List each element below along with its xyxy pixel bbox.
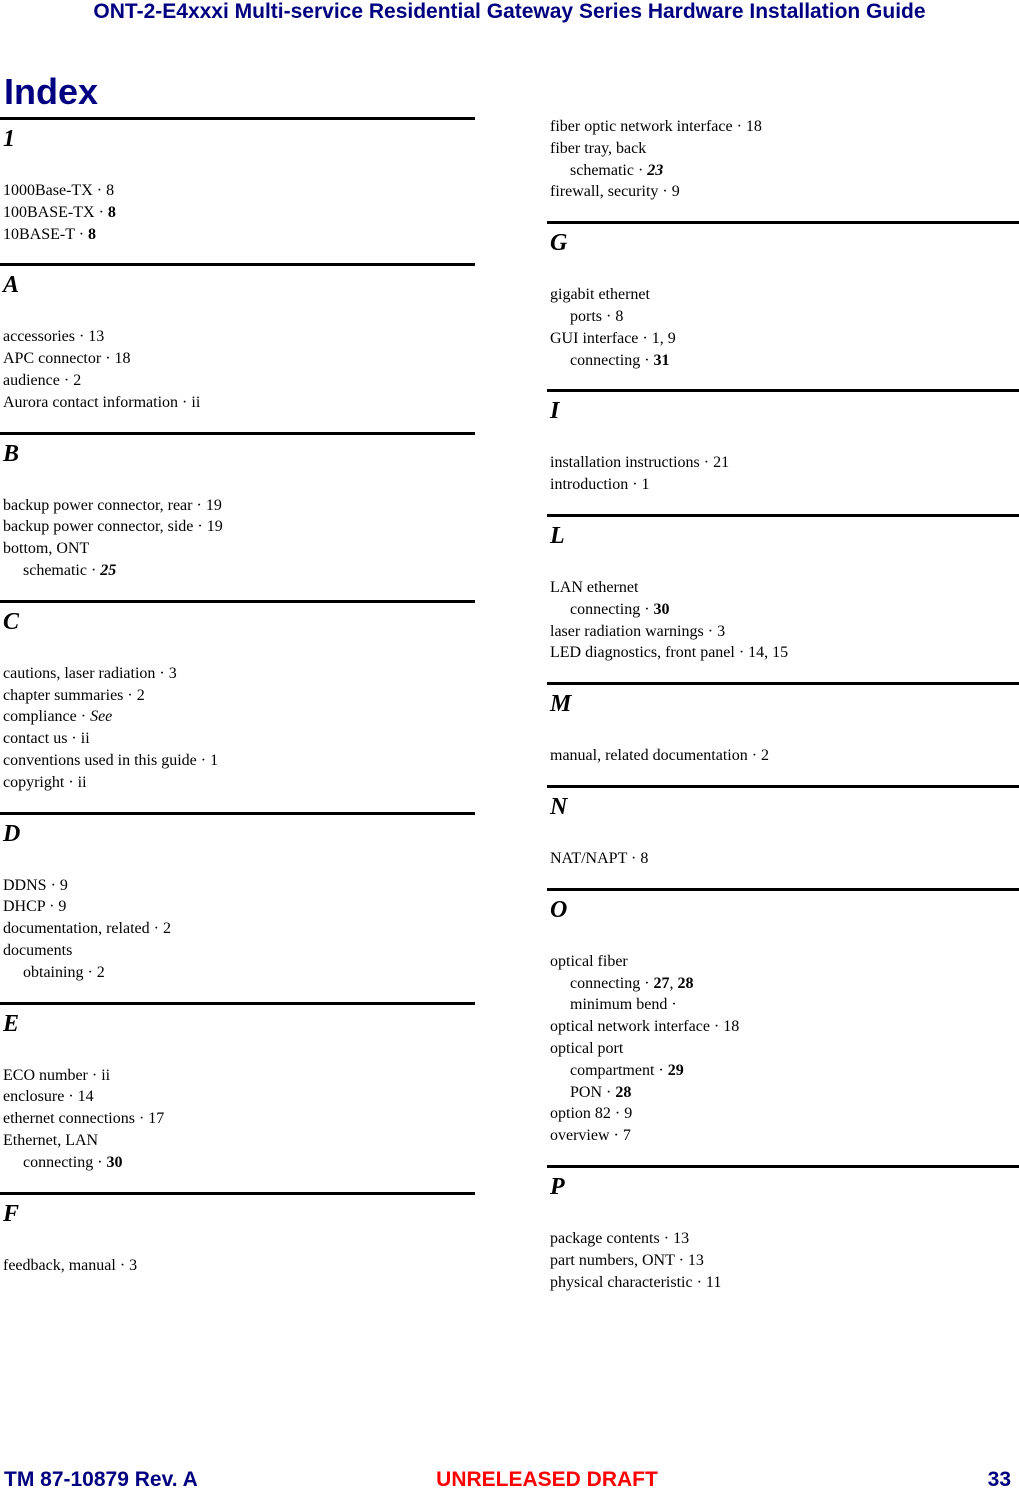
page-reference[interactable]: 8 [107, 203, 116, 221]
page-reference[interactable]: 3 [168, 664, 177, 682]
index-term: LAN ethernet [550, 578, 639, 596]
index-term: PON [570, 1083, 603, 1101]
page-reference[interactable]: 9 [671, 183, 680, 201]
index-term: 1000Base-TX [3, 182, 93, 199]
index-term: cautions, laser radiation [3, 664, 156, 682]
index-section [547, 870, 1019, 1147]
index-term: feedback, manual [3, 1256, 116, 1274]
index-entry: NAT/NAPT · 8 [550, 849, 649, 867]
page-reference[interactable]: 7 [622, 1127, 631, 1145]
page-reference[interactable]: 28 [677, 974, 694, 992]
index-term: schematic [23, 561, 87, 579]
page-reference[interactable]: 18 [745, 118, 762, 135]
index-term: bottom, ONT [3, 540, 90, 558]
page-reference[interactable]: 15 [772, 644, 789, 662]
index-entry: documentation, related · 2 [3, 920, 171, 938]
index-section [0, 1174, 475, 1277]
page-reference[interactable]: 13 [687, 1251, 704, 1269]
index-subentry: schematic · 25 [23, 561, 117, 579]
index-term: optical network interface [550, 1018, 710, 1036]
index-entry [547, 138, 1019, 160]
footer-page-number: 33 [987, 1468, 1011, 1491]
index-subentry: connecting · 31 [570, 351, 670, 369]
index-section [547, 767, 1019, 870]
index-term: overview [550, 1127, 610, 1145]
index-subentry: ports · 8 [570, 307, 624, 325]
index-term: installation instructions [550, 454, 700, 472]
page-reference[interactable]: 2 [162, 920, 171, 938]
running-header-title: ONT-2-E4xxxi Multi-service Residential Gateway Series Hardware Installation Guide [93, 0, 926, 23]
index-term: ports [570, 307, 602, 325]
index-section-letter: B [0, 432, 475, 495]
index-term: connecting [570, 974, 641, 992]
index-term: 10BASE-T [3, 225, 75, 243]
index-term: connecting [570, 351, 641, 369]
index-entry: 100BASE-TX · 8 [3, 203, 116, 221]
index-term: backup power connector, side [3, 518, 194, 536]
page-reference[interactable]: 30 [106, 1153, 123, 1171]
index-entry: laser radiation warnings · 3 [550, 622, 726, 640]
index-section [547, 116, 1019, 203]
index-entry: physical characteristic · 11 [550, 1273, 722, 1291]
index-term: part numbers, ONT [550, 1251, 675, 1269]
index-column-left [0, 117, 475, 1276]
index-entry [0, 940, 475, 962]
index-term: LED diagnostics, front panel [550, 644, 735, 662]
index-term: obtaining [23, 963, 84, 981]
index-term: optical fiber [550, 952, 628, 970]
index-section [0, 414, 475, 582]
index-section-letter: L [547, 514, 1019, 577]
index-entry: optical network interface · 18 [550, 1018, 740, 1036]
page-reference[interactable]: 9 [667, 329, 676, 347]
index-subentry: compartment · 29 [570, 1061, 684, 1079]
page-reference[interactable]: ii [77, 773, 87, 791]
index-subentry: obtaining · 2 [23, 963, 105, 981]
page-reference[interactable]: 17 [148, 1110, 165, 1128]
index-section-letter: N [547, 785, 1019, 848]
index-entry: conventions used in this guide · 1 [3, 751, 219, 769]
index-term: accessories [3, 328, 75, 346]
index-entry: manual, related documentation · 2 [550, 747, 770, 765]
page-reference[interactable]: 11 [705, 1273, 722, 1291]
index-subentry: PON · 28 [570, 1083, 632, 1101]
index-term: copyright [3, 773, 65, 791]
page-reference[interactable]: ii [80, 730, 90, 748]
index-entry: accessories · 13 [3, 328, 105, 346]
index-entry: GUI interface · 1, 9 [550, 329, 676, 347]
index-term: compartment [570, 1061, 655, 1079]
index-section-letter: A [0, 263, 475, 326]
index-section [0, 245, 475, 413]
page-reference[interactable]: 18 [114, 350, 131, 368]
index-entry: 1000Base-TX · 8 [3, 182, 115, 199]
index-term: documentation, related [3, 920, 150, 938]
index-title: Index [4, 71, 99, 112]
index-term: option 82 [550, 1105, 611, 1123]
page-reference[interactable]: 8 [640, 849, 649, 867]
page-reference[interactable]: 19 [205, 496, 222, 514]
index-section [547, 496, 1019, 664]
page-reference[interactable]: 31 [653, 351, 670, 369]
index-section-letter: 1 [0, 117, 475, 180]
page-reference[interactable]: ii [191, 393, 201, 411]
index-section-letter: I [547, 389, 1019, 452]
index-entry: LED diagnostics, front panel · 14, 15 [550, 644, 789, 662]
page-reference[interactable]: 9 [624, 1105, 633, 1123]
index-subentry: connecting · 30 [23, 1153, 123, 1171]
page-reference[interactable]: 18 [723, 1018, 740, 1036]
index-term: Ethernet, LAN [3, 1131, 99, 1149]
index-entry: contact us · ii [3, 730, 90, 748]
index-term: ethernet connections [3, 1110, 135, 1128]
index-term: Aurora contact information [3, 393, 179, 411]
index-section-letter: G [547, 221, 1019, 284]
page-reference[interactable]: 13 [673, 1229, 690, 1247]
page-reference[interactable]: 19 [206, 518, 223, 536]
index-section [547, 371, 1019, 496]
index-term: APC connector [3, 350, 102, 368]
index-entry: 10BASE-T · 8 [3, 225, 97, 243]
page-reference[interactable]: 29 [667, 1061, 684, 1079]
page-reference[interactable]: 9 [58, 898, 67, 916]
page-reference[interactable]: 3 [129, 1256, 138, 1274]
index-entry: installation instructions · 21 [550, 454, 730, 472]
page-reference[interactable]: 21 [713, 454, 730, 472]
index-term: connecting [570, 600, 641, 618]
page-reference[interactable]: 30 [653, 600, 670, 618]
index-subentry: connecting · 27, 28 [570, 974, 694, 992]
index-entry: Aurora contact information · ii [3, 393, 201, 411]
index-entry: copyright · ii [3, 773, 87, 791]
page-reference[interactable]: ii [101, 1066, 111, 1084]
index-subentry: minimum bend · [570, 996, 677, 1014]
index-entry: feedback, manual · 3 [3, 1256, 138, 1274]
page-reference[interactable]: 8 [106, 182, 115, 199]
index-term: documents [3, 941, 73, 959]
index-section-letter: O [547, 888, 1019, 951]
index-entry [547, 284, 1019, 306]
index-subentry: schematic · 23 [570, 161, 664, 179]
index-section [0, 117, 475, 245]
index-term: fiber tray, back [550, 139, 647, 157]
page-reference[interactable]: 1 [210, 751, 219, 769]
page-reference[interactable]: 1 [641, 476, 650, 494]
index-term: minimum bend [570, 996, 668, 1014]
page-reference[interactable]: 1 [651, 329, 660, 347]
index-entry: DHCP · 9 [3, 898, 67, 916]
index-entry: part numbers, ONT · 13 [550, 1251, 704, 1269]
page-reference[interactable]: 14 [77, 1088, 94, 1106]
index-term: DHCP [3, 898, 46, 916]
index-section [547, 203, 1019, 371]
page-reference[interactable]: 25 [100, 561, 117, 579]
index-term: compliance [3, 708, 77, 726]
index-term: 100BASE-TX [3, 203, 95, 221]
index-entry: audience · 2 [3, 371, 82, 389]
index-entry [0, 1130, 475, 1152]
index-term: chapter summaries [3, 686, 124, 704]
index-entry [547, 577, 1019, 599]
index-term: enclosure [3, 1088, 65, 1106]
index-term: introduction [550, 476, 629, 494]
page-reference[interactable]: See [90, 708, 113, 726]
index-entry: firewall, security · 9 [550, 183, 680, 201]
index-section-letter: E [0, 1002, 475, 1065]
index-section [547, 664, 1019, 767]
page-reference[interactable]: 13 [88, 328, 105, 346]
index-section [0, 984, 475, 1174]
index-term: connecting [23, 1153, 94, 1171]
index-term: conventions used in this guide [3, 751, 197, 769]
page-reference[interactable]: 23 [647, 161, 664, 179]
page-reference[interactable]: 27 [653, 974, 670, 992]
index-section [547, 1147, 1019, 1293]
index-section-letter: M [547, 682, 1019, 745]
index-section [0, 794, 475, 984]
index-entry: ethernet connections · 17 [3, 1110, 165, 1128]
index-term: backup power connector, rear [3, 496, 193, 514]
index-term: DDNS [3, 876, 47, 894]
index-entry: overview · 7 [550, 1127, 631, 1145]
index-term: gigabit ethernet [550, 286, 650, 304]
index-entry: ECO number · ii [3, 1066, 111, 1084]
index-subentry: connecting · 30 [570, 600, 670, 618]
index-term: GUI interface [550, 329, 639, 347]
index-term: contact us [3, 730, 68, 748]
index-section-letter: C [0, 600, 475, 663]
index-entry [547, 1038, 1019, 1060]
page-reference[interactable]: 14 [748, 644, 765, 662]
page-reference[interactable]: 9 [59, 876, 68, 894]
index-term: NAT/NAPT [550, 849, 628, 867]
index-entry: introduction · 1 [550, 476, 650, 494]
index-term: ECO number [3, 1066, 88, 1084]
page-reference[interactable]: 8 [88, 225, 97, 243]
page-reference[interactable]: 2 [73, 371, 82, 389]
index-term: package contents [550, 1229, 660, 1247]
index-entry: option 82 · 9 [550, 1105, 633, 1123]
footer-document-number: TM 87-10879 Rev. A [4, 1468, 198, 1491]
index-entry [547, 951, 1019, 973]
footer-draft-status: UNRELEASED DRAFT [436, 1468, 658, 1491]
index-entry: compliance · See [3, 708, 113, 726]
index-entry: backup power connector, rear · 19 [3, 496, 222, 514]
index-term: fiber optic network interface [550, 118, 733, 135]
index-section-letter: P [547, 1165, 1019, 1228]
index-term: audience [3, 371, 60, 389]
index-term: optical port [550, 1039, 624, 1057]
index-entry: fiber optic network interface · 18 [550, 118, 762, 135]
index-term: manual, related documentation [550, 747, 748, 765]
page-reference[interactable]: 28 [615, 1083, 632, 1101]
index-term: firewall, security [550, 183, 659, 201]
index-column-right [547, 116, 1019, 1293]
index-section [0, 582, 475, 794]
index-section-letter: F [0, 1192, 475, 1255]
index-term: physical characteristic [550, 1273, 693, 1291]
index-entry: package contents · 13 [550, 1229, 690, 1247]
page-reference[interactable]: 2 [761, 747, 770, 765]
index-entry: backup power connector, side · 19 [3, 518, 223, 536]
index-section-letter: D [0, 812, 475, 875]
page-reference[interactable]: 3 [717, 622, 726, 640]
index-entry [0, 538, 475, 560]
index-entry: enclosure · 14 [3, 1088, 94, 1106]
index-entry: APC connector · 18 [3, 350, 131, 368]
index-term: schematic [570, 161, 634, 179]
page-reference[interactable]: 8 [615, 307, 624, 325]
index-term: laser radiation warnings [550, 622, 704, 640]
index-entry: cautions, laser radiation · 3 [3, 664, 177, 682]
index-entry: chapter summaries · 2 [3, 686, 145, 704]
index-entry: DDNS · 9 [3, 876, 68, 894]
page-reference[interactable]: 2 [96, 963, 105, 981]
page-reference[interactable]: 2 [136, 686, 145, 704]
